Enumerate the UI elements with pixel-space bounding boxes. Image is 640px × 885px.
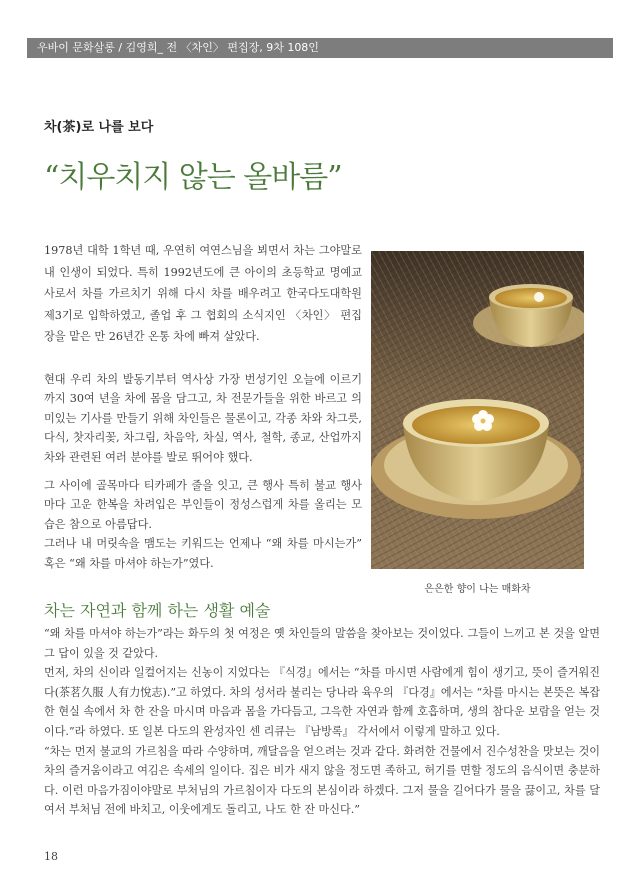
header-text: 우바이 문화살롱 / 김영희_ 전 〈차인〉 편집장, 9차 108인 xyxy=(37,41,319,54)
body-paragraph: 그러나 내 머릿속을 맴도는 키워드는 언제나 “왜 차를 마시는가” 혹은 “왜 차를 마셔야 하는가”였다. xyxy=(44,537,362,570)
body-full-width xyxy=(44,624,600,820)
intro-paragraph: 1978년 대학 1학년 때, 우연히 여연스님을 뵈면서 차는 그야말로 내 인생이 되었다. 특히 1992년도에 큰 아이의 초등학교 명예교사로서 차를 가르치기 위해 다시 차를 배우려고 한국다도대학원 제3기로 입학하였고, 졸업 후 그 협회의 소식지인 〈차인〉 편집장을 맡은 만 26년간 온통 차에 빠져 살았다. xyxy=(44,244,362,343)
photo-caption: 은은한 향이 나는 매화차 xyxy=(424,584,531,595)
body-column xyxy=(44,370,362,573)
main-title: “치우치지 않는 올바름” xyxy=(44,160,342,195)
body-paragraph: 그 사이에 골목마다 티카페가 줄을 잇고, 큰 행사 특히 불교 행사마다 고운 한복을 차려입은 부인들이 정성스럽게 차를 올리는 모습은 참으로 아름답다. xyxy=(44,479,362,531)
body-paragraph: 먼저, 차의 신이라 일컬어지는 신농이 지었다는 『식경』에서는 “차를 마시면 사람에게 힘이 생기고, 뜻이 즐거워진다(茶茗久服 人有力悅志).”고 하였다. 차의 성서라 불리는 당나라 육우의 『다경』에서는 “차를 마시는 본뜻은 복잡한 현실 속에서 차 한 잔을 마시며 마음과 몸을 가다듬고, 그윽한 자연과 함께 호흡하며, 생의 참다운 보람을 얻는 것이다.”라 하였다. 또 일본 다도의 완성자인 센 리큐는 『남방록』 각서에서 이렇게 말하고 있다. xyxy=(44,666,600,738)
section-title: 차(茶)로 나를 보다 xyxy=(44,120,154,135)
body-paragraph: “왜 차를 마셔야 하는가”라는 화두의 첫 여정은 옛 차인들의 말씀을 찾아보는 것이었다. 그들이 느끼고 본 것을 알면 그 답이 있을 것 같았다. xyxy=(44,627,600,660)
subheading: 차는 자연과 함께 하는 생활 예술 xyxy=(44,601,271,620)
page-number: 18 xyxy=(44,850,58,863)
body-paragraph: “차는 먼저 불교의 가르침을 따라 수양하며, 깨달음을 얻으려는 것과 같다. 화려한 건물에서 진수성찬을 맛보는 것이 차의 즐거움이라고 여김은 속세의 일이다. 집은 비가 새지 않을 정도면 족하고, 허기를 면할 정도의 음식이면 충분하다. 이런 마음가짐이야말로 부처님의 가르침이자 다도의 본심이라 하겠다. 그저 물을 길어다가 물을 끓이고, 차를 달여서 부처님 전에 바치고, 이웃에게도 돌리고, 나도 한 잔 마신다.” xyxy=(44,744,600,817)
tea-cups-photo xyxy=(371,251,584,569)
header-bar xyxy=(27,38,613,58)
body-paragraph: 현대 우리 차의 발동기부터 역사상 가장 번성기인 오늘에 이르기까지 30여 년을 차에 몸을 담그고, 차 전문가들을 위한 바르고 의미있는 기사를 만들기 위해 차인들은 물론이고, 각종 차와 차그릇, 다식, 찻자리꽃, 차그림, 차음악, 차실, 역사, 철학, 종교, 산업까지 차와 관련된 여러 분야를 발로 뛰어야 했다. xyxy=(44,373,362,464)
